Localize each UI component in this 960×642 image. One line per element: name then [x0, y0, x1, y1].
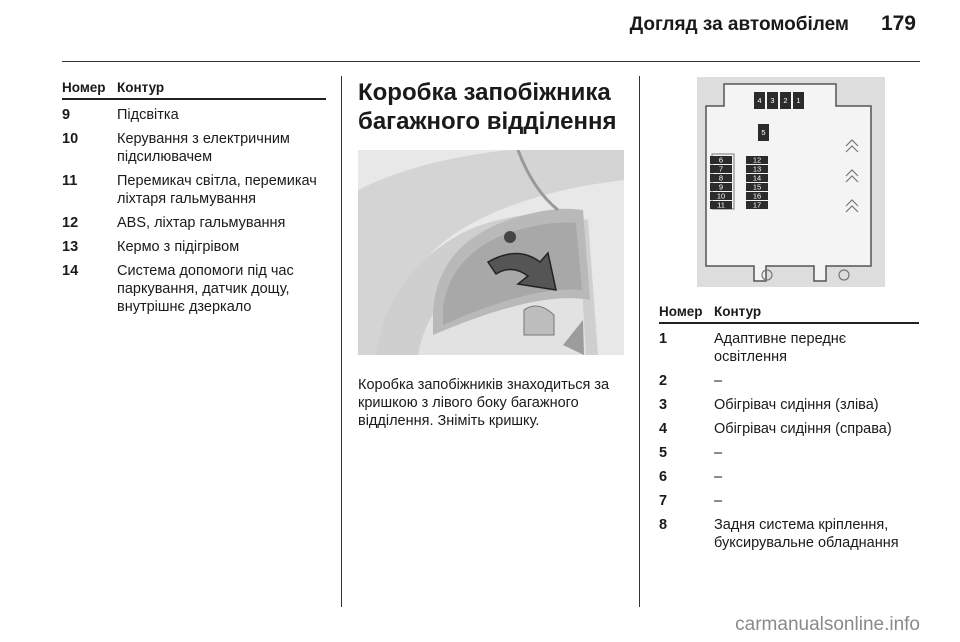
- fuse-top-label: 3: [770, 96, 775, 105]
- circuit-description: Задня система кріплення, буксирувальне обладнання: [714, 517, 899, 551]
- fuse-right-label: 15: [752, 182, 762, 192]
- fuse-number: 3: [659, 397, 668, 413]
- circuit-description: Система допомоги під час паркування, датчик дощу, внутрішнє дзеркало: [117, 263, 294, 315]
- circuit-description: Підсвітка: [117, 107, 179, 123]
- table-row: [659, 420, 919, 438]
- fuse-single-label: 5: [761, 128, 766, 137]
- circuit-description: Обігрівач сидіння (справа): [714, 421, 892, 437]
- table-row: [62, 238, 326, 256]
- circuit-description: Керування з електричним підсилювачем: [117, 131, 290, 165]
- right-column: [659, 80, 919, 552]
- table-row: [62, 214, 326, 232]
- fuse-right-label: 17: [752, 200, 762, 210]
- table-row: [62, 106, 326, 124]
- header-divider: [62, 61, 920, 62]
- instruction-paragraph: Коробка запобіжників знаходиться за кришкою з лівого боку багажного відділення. Зніміть кришку.: [358, 377, 610, 429]
- fuse-number: 12: [62, 215, 79, 231]
- circuit-description: –: [714, 373, 723, 389]
- fuse-number: 9: [62, 107, 71, 123]
- fuse-number: 4: [659, 421, 668, 437]
- column-divider-2: [639, 76, 640, 607]
- fuse-number: 7: [659, 493, 668, 509]
- fuse-top-label: 1: [796, 96, 801, 105]
- table-row: [659, 516, 919, 552]
- fuse-number: 10: [62, 131, 79, 147]
- left-table-header: [62, 80, 326, 100]
- fuse-number: 1: [659, 331, 668, 347]
- page-number: 179: [880, 12, 916, 35]
- fuse-left-label: 6: [718, 155, 724, 165]
- fuse-left-label: 7: [718, 164, 724, 174]
- left-column: [62, 80, 326, 316]
- table-row: [62, 172, 326, 208]
- circuit-description: Кермо з підігрівом: [117, 239, 240, 255]
- fuse-left-label: 9: [718, 182, 724, 192]
- circuit-description: –: [714, 469, 723, 485]
- fuse-right-label: 14: [752, 173, 762, 183]
- fusebox-svg: [696, 76, 886, 288]
- fusebox-diagram: [696, 76, 886, 288]
- fuse-left-label: 8: [718, 173, 724, 183]
- fuse-number: 11: [62, 173, 78, 189]
- fuse-right-label: 13: [752, 164, 762, 174]
- right-table-body: [659, 330, 919, 552]
- circuit-description: –: [714, 493, 723, 509]
- fuse-top-label: 2: [783, 96, 788, 105]
- circuit-description: –: [714, 445, 723, 461]
- circuit-description: Адаптивне переднє освітлення: [714, 331, 847, 365]
- heading-line-1: Коробка запобіжника: [358, 79, 611, 106]
- fuse-right-label: 12: [752, 155, 762, 165]
- column-divider-1: [341, 76, 342, 607]
- circuit-description: Перемикач світла, перемикач ліхтаря гальмування: [117, 173, 317, 207]
- fuse-number: 14: [62, 263, 79, 279]
- fuse-right-label: 16: [752, 191, 762, 201]
- section-heading: [358, 78, 624, 136]
- table-row: [62, 130, 326, 166]
- table-row: [659, 396, 919, 414]
- trunk-fusebox-cover-photo: [358, 150, 624, 355]
- section-title: Догляд за автомобілем: [629, 14, 849, 35]
- col-circuit-header: Контур: [714, 304, 762, 319]
- col-number-header: Номер: [659, 304, 703, 319]
- fuse-number: 2: [659, 373, 668, 389]
- table-row: [659, 468, 919, 486]
- table-row: [62, 262, 326, 316]
- table-row: [659, 444, 919, 462]
- trunk-illustration: [358, 150, 624, 355]
- circuit-description: Обігрівач сидіння (зліва): [714, 397, 879, 413]
- table-row: [659, 330, 919, 366]
- fuse-number: 8: [659, 517, 668, 533]
- col-circuit-header: Контур: [117, 80, 165, 95]
- left-table-body: [62, 106, 326, 316]
- fuse-left-label: 11: [717, 200, 725, 210]
- middle-column: [358, 78, 624, 430]
- watermark-text: carmanualsonline.info: [735, 614, 920, 635]
- heading-line-2: багажного відділення: [358, 108, 617, 135]
- circuit-description: ABS, ліхтар гальмування: [117, 215, 286, 231]
- col-number-header: Номер: [62, 80, 106, 95]
- page-header: [630, 12, 916, 36]
- fuse-number: 13: [62, 239, 79, 255]
- fuse-top-label: 4: [757, 96, 762, 105]
- table-row: [659, 372, 919, 390]
- fuse-number: 6: [659, 469, 668, 485]
- right-table-header: [659, 304, 919, 324]
- table-row: [659, 492, 919, 510]
- fuse-left-label: 10: [716, 191, 726, 201]
- fuse-number: 5: [659, 445, 668, 461]
